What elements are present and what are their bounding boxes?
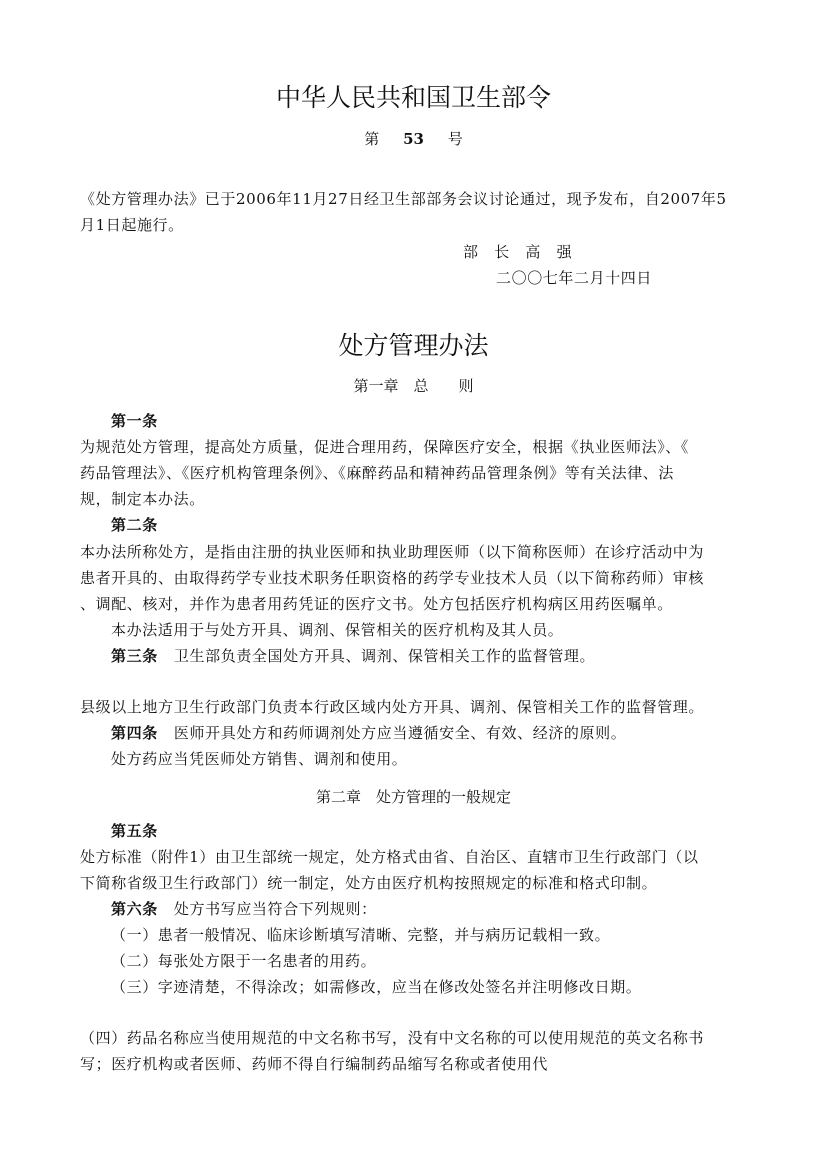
rule-2: （二）每张处方限于一名患者的用药。	[111, 952, 377, 970]
article-5-heading: 第五条	[111, 822, 158, 840]
article-4	[111, 722, 626, 743]
article-1-line-1: 为规范处方管理，提高处方质量，促进合理用药，保障医疗安全，根据《执业医师法》、《	[80, 438, 690, 456]
article-5-line-2: 下简称省级卫生行政部门）统一制定，处方由医疗机构按照规定的标准和格式印制。	[80, 874, 658, 892]
article-6-heading: 第六条	[111, 900, 158, 918]
order-number-prefix: 第	[364, 130, 380, 148]
announcement-line-1: 《处方管理办法》已于2006年11月27日经卫生部部务会议讨论通过，现予发布，自2007年5	[80, 190, 727, 208]
order-number	[0, 128, 827, 149]
article-3-text: 卫生部负责全国处方开具、调剂、保管相关工作的监督管理。	[173, 647, 596, 665]
article-1-line-3: 规，制定本办法。	[80, 490, 205, 508]
order-number-value: 53	[403, 130, 424, 148]
article-2-line-3: 、调配、核对，并作为患者用药凭证的医疗文书。处方包括医疗机构病区用药医嘱单。	[80, 595, 673, 613]
article-5-line-1: 处方标准（附件1）由卫生部统一规定，处方格式由省、自治区、直辖市卫生行政部门（以	[80, 848, 699, 866]
minister-signature: 部 长 高 强	[463, 243, 573, 261]
article-1-line-2: 药品管理法》、《医疗机构管理条例》、《麻醉药品和精神药品管理条例》等有关法律、法	[80, 464, 675, 482]
chapter-1-heading: 第一章 总 则	[353, 377, 474, 395]
rule-4-line-2: 写；医疗机构或者医师、药师不得自行编制药品缩写名称或者使用代	[80, 1055, 549, 1073]
article-2-line-1: 本办法所称处方，是指由注册的执业医师和执业助理医师（以下简称医师）在诊疗活动中为	[80, 543, 705, 561]
article-2-paragraph-2: 本办法适用于与处方开具、调剂、保管相关的医疗机构及其人员。	[111, 621, 564, 639]
article-4-paragraph-2: 处方药应当凭医师处方销售、调剂和使用。	[111, 750, 408, 768]
law-title: 处方管理办法	[338, 331, 489, 360]
article-4-text: 医师开具处方和药师调剂处方应当遵循安全、有效、经济的原则。	[173, 724, 627, 742]
order-title: 中华人民共和国卫生部令	[275, 83, 551, 112]
article-3	[111, 645, 595, 666]
article-2-line-2: 患者开具的、由取得药学专业技术职务任职资格的药学专业技术人员（以下简称药师）审核	[80, 569, 705, 587]
article-6-text: 处方书写应当符合下列规则：	[173, 900, 377, 918]
article-6	[111, 898, 377, 919]
rule-4-line-1: （四）药品名称应当使用规范的中文名称书写，没有中文名称的可以使用规范的英文名称书	[80, 1029, 705, 1047]
rule-1: （一）患者一般情况、临床诊断填写清晰、完整，并与病历记载相一致。	[111, 926, 611, 944]
announcement-line-2: 月1日起施行。	[80, 216, 184, 234]
rule-3: （三）字迹清楚，不得涂改；如需修改，应当在修改处签名并注明修改日期。	[111, 978, 642, 996]
article-1-heading: 第一条	[111, 412, 158, 430]
article-3-heading: 第三条	[111, 647, 158, 665]
chapter-2-heading: 第二章 处方管理的一般规定	[315, 788, 511, 806]
article-2-heading: 第二条	[111, 516, 158, 534]
order-number-suffix: 号	[447, 130, 463, 148]
order-date: 二〇〇七年二月十四日	[496, 269, 653, 287]
article-4-heading: 第四条	[111, 724, 158, 742]
article-3-paragraph-2: 县级以上地方卫生行政部门负责本行政区域内处方开具、调剂、保管相关工作的监督管理。	[80, 698, 705, 716]
